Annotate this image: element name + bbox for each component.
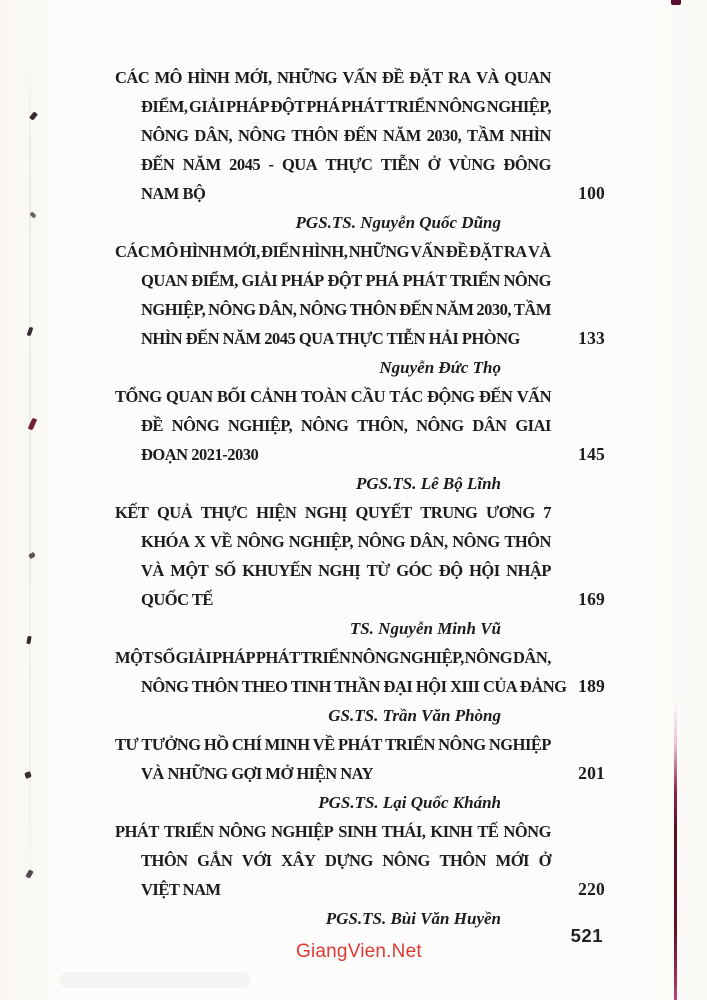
entry-page-number: 201 [578,763,605,783]
title-line: QUAN ĐIỂM, GIẢI PHÁP ĐỘT PHÁ PHÁT TRIỂN NÔNG [141,271,551,290]
title-line: NÔNG DÂN, NÔNG THÔN ĐẾN NĂM 2030, TẦM NHÌN [141,126,551,145]
scan-speck [27,327,34,337]
toc-entry [115,498,605,643]
entry-author: Nguyễn Đức Thọ [379,358,501,377]
title-line: ĐỀ NÔNG NGHIỆP, NÔNG THÔN, NÔNG DÂN GIAI [141,416,551,435]
title-line: KHÓA X VỀ NÔNG NGHIỆP, NÔNG DÂN, NÔNG THÔN [141,532,551,551]
page-edge-mark [671,0,681,5]
entry-author: TS. Nguyễn Minh Vũ [349,619,501,638]
title-line: NGHIỆP, NÔNG DÂN, NÔNG THÔN ĐẾN NĂM 2030, TẦM [141,300,551,319]
title-line: NAM BỘ [141,184,206,203]
toc-entry-row [115,382,605,469]
scan-speck [25,869,33,878]
title-line: TỔNG QUAN BỐI CẢNH TOÀN CẦU TÁC ĐỘNG ĐẾN VẤN [115,387,551,406]
binding-crease-line [29,35,31,985]
entry-page-number: 169 [578,589,605,609]
page-edge-line [674,700,677,1000]
toc-entry [115,643,605,730]
entry-author: PGS.TS. Nguyễn Quốc Dũng [295,213,501,232]
toc-entry [115,730,605,817]
entry-author: PGS.TS. Lê Bộ Lĩnh [356,474,501,493]
title-line: QUỐC TẾ [141,590,213,609]
entry-title [115,237,551,353]
toc-entry-row [115,643,605,701]
page-number: 521 [570,925,603,946]
title-line: CÁC MÔ HÌNH MỚI, ĐIỂN HÌNH, NHỮNG VẤN ĐỀ ĐẶT RA VÀ [115,242,551,261]
toc-entry-row [115,730,605,788]
entry-title [115,498,551,614]
entry-page-number: 133 [578,328,605,348]
entry-author: PGS.TS. Lại Quốc Khánh [318,793,501,812]
entry-title [115,643,567,701]
watermark-text: GiangVien.Net [296,941,422,962]
entry-title [115,730,551,788]
title-line: KẾT QUẢ THỰC HIỆN NGHỊ QUYẾT TRUNG ƯƠNG 7 [115,503,551,522]
scan-smudge [60,972,250,988]
entry-title [115,63,551,208]
toc-entry [115,817,605,933]
title-line: PHÁT TRIỂN NÔNG NGHIỆP SINH THÁI, KINH TẾ NÔNG [115,822,551,841]
entry-page-number: 189 [578,676,605,696]
title-line: VÀ MỘT SỐ KHUYẾN NGHỊ TỪ GÓC ĐỘ HỘI NHẬP [141,561,551,580]
title-line: ĐIỂM, GIẢI PHÁP ĐỘT PHÁ PHÁT TRIỂN NÔNG NGHIỆP, [141,97,551,116]
toc-entry-row [115,237,605,353]
title-line: ĐOẠN 2021-2030 [141,445,259,464]
toc-entry-row [115,63,605,208]
entry-author: GS.TS. Trần Văn Phòng [328,706,501,725]
title-line: CÁC MÔ HÌNH MỚI, NHỮNG VẤN ĐỀ ĐẶT RA VÀ QUAN [115,68,551,87]
scan-speck [28,552,36,559]
entry-page-number: 220 [578,879,605,899]
toc-entry [115,382,605,498]
title-line: TƯ TƯỞNG HỒ CHÍ MINH VỀ PHÁT TRIỂN NÔNG NGHIỆP [115,735,551,754]
toc-entry [115,237,605,382]
title-line: VÀ NHỮNG GỢI MỞ HIỆN NAY [141,764,373,783]
title-line: NHÌN ĐẾN NĂM 2045 QUA THỰC TIỄN HẢI PHÒNG [141,329,520,348]
title-line: VIỆT NAM [141,880,221,899]
entry-title [115,817,551,904]
entry-author: PGS.TS. Bùi Văn Huyền [325,909,501,928]
entry-title [115,382,551,469]
toc-entry-row [115,817,605,904]
toc-entry [115,63,605,237]
toc-entry-row [115,498,605,614]
title-line: THÔN GẮN VỚI XÂY DỰNG NÔNG THÔN MỚI Ở [141,851,551,870]
toc-list [115,63,605,933]
title-line: MỘT SỐ GIẢI PHÁP PHÁT TRIỂN NÔNG NGHIỆP, NÔNG DÂN, [115,648,551,667]
title-line: NÔNG THÔN THEO TINH THẦN ĐẠI HỘI XIII CỦA ĐẢNG [141,677,567,696]
entry-page-number: 145 [578,444,605,464]
entry-page-number: 100 [578,183,605,203]
title-line: ĐẾN NĂM 2045 - QUA THỰC TIỄN Ở VÙNG ĐÔNG [141,155,551,174]
